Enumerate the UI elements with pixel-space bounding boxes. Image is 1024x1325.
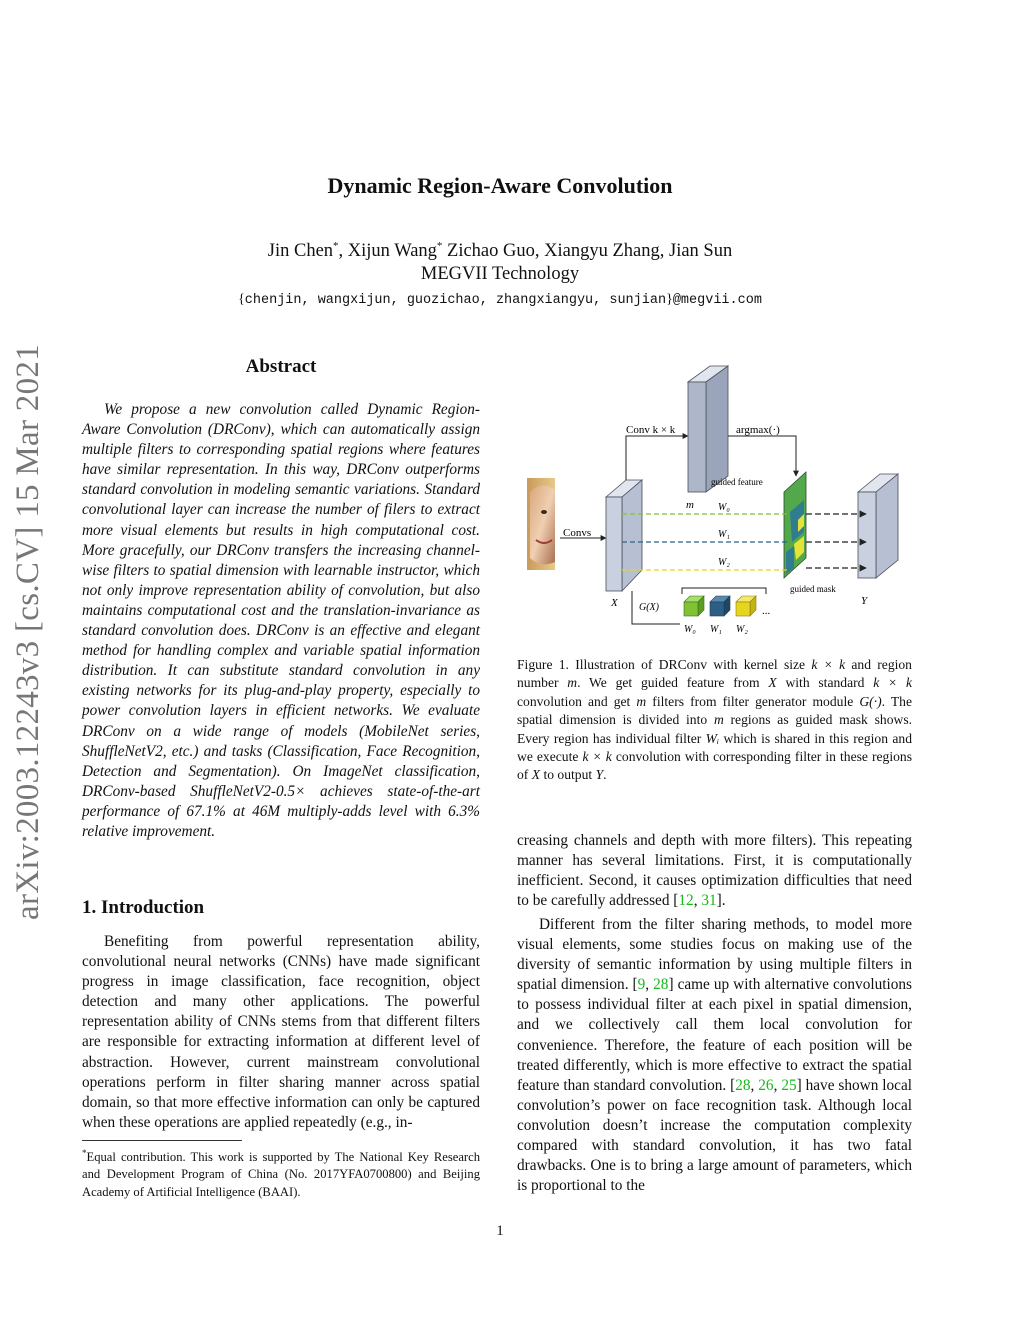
introduction-heading: 1. Introduction xyxy=(82,897,205,918)
w0-route-label: W₀ xyxy=(718,502,730,513)
more-filters-ellipsis: ... xyxy=(762,605,771,617)
citation-link[interactable]: 31 xyxy=(701,892,717,910)
caption-math: X xyxy=(531,767,541,783)
citation-separator: , xyxy=(645,976,654,994)
author-name: Xijun Wang xyxy=(347,241,437,262)
conv-kxk-arrow xyxy=(626,436,688,480)
caption-text: and region number xyxy=(517,657,912,691)
argmax-arrow xyxy=(728,436,796,476)
author-name: Zichao Guo xyxy=(447,241,535,262)
citation-separator: , xyxy=(693,892,702,910)
footnote xyxy=(82,1145,480,1201)
argmax-label: argmax(·) xyxy=(736,424,780,436)
gx-label: G(X) xyxy=(639,602,659,613)
email-brace-open: { xyxy=(238,292,245,307)
equal-contribution-mark: * xyxy=(333,240,339,252)
citation-link[interactable]: 28 xyxy=(735,1076,751,1094)
caption-text: . We get guided feature from xyxy=(577,675,769,691)
page-number: 1 xyxy=(496,1223,504,1239)
caption-math: k × k xyxy=(873,675,912,691)
abstract-text: We propose a new convolution called Dynamic Region-Aware Convolution (DRConv), which can automatically assign multiple filters to corresponding spatial regions where features have similar representation. In this way, DRConv outperforms standard convolution in modeling semantic variations. Standard convolutional layer can increase the number of filers to extract more visual elements but results in high computational cost. More gracefully, our DRConv transfers the increasing channel-wise filters to spatial dimension with learnable instructor, which not only improve representation ability of convolution, but also maintains computational cost and the translation-invariance as standard convolution does. DRConv is an effective and elegant method for handling complex and variable spatial information distribution. It can substitute standard convolution in any existing networks for its plug-and-play property, especially to power convolution layers in efficient networks. We evaluate DRConv on a wide range of models (MobileNet series, ShuffleNetV2, etc.) and tasks (Classification, Face Recognition, Detection and Segmentation). On ImageNet classification, DRConv-based ShuffleNetV2-0.5× achieves state-of-the-art performance of 67.1% at 46M multiply-adds level with 6.3% relative improvement. xyxy=(82,401,480,840)
email-brace-close: } xyxy=(666,292,673,307)
filter-cube-w0 xyxy=(684,596,704,616)
caption-math: k × k xyxy=(811,657,846,672)
paragraph-text: Different from the filter sharing methods, to model more visual elements, some studies focus on making use of the diversity of semantic information by using multiple filters in spatial dimension. [ xyxy=(517,916,912,994)
affiliation: MEGVII Technology xyxy=(420,264,580,284)
caption-text: Figure 1. Illustration of DRConv with kernel size xyxy=(517,657,812,672)
citation-separator: , xyxy=(773,1076,782,1094)
arxiv-watermark: arXiv:2003.12243v3 [cs.CV] 15 Mar 2021 xyxy=(10,344,46,920)
citation-link[interactable]: 12 xyxy=(678,892,694,910)
paper-title: Dynamic Region-Aware Convolution xyxy=(327,173,673,198)
body-paragraph xyxy=(517,915,912,1196)
guided-mask-label: guided mask xyxy=(790,584,836,594)
author-name: Jian Sun xyxy=(669,241,733,262)
body-paragraph xyxy=(517,831,912,911)
w2-route-label: W₂ xyxy=(718,557,730,568)
input-face-photo xyxy=(527,478,555,570)
caption-text: to output xyxy=(540,767,596,783)
caption-text: filters from filter generator module xyxy=(646,693,860,709)
convs-label: Convs xyxy=(563,527,592,539)
citation-link[interactable]: 26 xyxy=(758,1076,774,1094)
equal-contribution-mark: * xyxy=(436,240,443,252)
caption-math: G(·) xyxy=(859,693,882,709)
m-label: m xyxy=(686,499,694,511)
introduction-text: Benefiting from powerful representation ability, convolutional neural networks (CNNs) have made significant progress in image classification, face recognition, object detection and many other applications. The powerful representation ability of CNNs stems from that different filters are responsible for extracting information at different level of abstraction. However, current mainstream convolutional operations perform in filter sharing manner across spatial domain, so that more effective information can only be captured when these operations are applied repeatedly (e.g., in- xyxy=(82,933,480,1131)
paragraph-text: ] came up with alternative convolutions to possess individual filter at each pixel in spatial dimension, and we collectively call them local convolution for convenience. Therefore, the feature of each position will be treated differently, which is more effective to extract the spatial feature than standard convolution. [ xyxy=(517,976,913,1094)
paragraph-text: creasing channels and depth with more filters). This repeating manner has several limitations. First, it is computationally inefficient. Second, it causes optimization difficulties that need to be carefully addressed [ xyxy=(517,832,912,910)
caption-text: . The spatial dimension is divided into xyxy=(517,693,912,728)
author-name: Xiangyu Zhang xyxy=(544,241,660,262)
citation-link[interactable]: 9 xyxy=(637,976,646,994)
caption-math: k × k xyxy=(582,749,612,765)
conv-kxk-label: Conv k × k xyxy=(626,424,676,436)
email-usernames: chenjin, wangxijun, guozichao, zhangxiangyu, sunjian xyxy=(244,293,667,308)
email-domain: @megvii.com xyxy=(672,293,762,308)
figure-caption xyxy=(517,656,912,785)
caption-text: which is shared in this region and we execute xyxy=(517,730,913,765)
footnote-mark: * xyxy=(82,1148,87,1158)
paragraph-text: ] have shown local convolution’s power on face recognition task. Although local convolution doesn’t increase the computation complexity compared with standard convolution, it has two fatal drawbacks. One is to bring a large amount of parameters, which is proportional to the xyxy=(517,1076,912,1195)
caption-math: m xyxy=(567,675,578,691)
drconv-diagram xyxy=(522,362,922,642)
footnote-divider xyxy=(82,1140,242,1141)
filter-cube-w1 xyxy=(710,596,730,616)
w1-cube-label: W₁ xyxy=(710,624,722,635)
y-label: Y xyxy=(861,595,868,607)
caption-text: regions as guided mask shows. Every region has individual filter xyxy=(517,712,913,746)
filter-bracket xyxy=(682,588,766,594)
guided-feature-label: guided feature xyxy=(711,477,763,487)
w0-cube-label: W₀ xyxy=(684,624,696,635)
citation-separator: , xyxy=(750,1076,759,1094)
author-emails xyxy=(0,292,1000,308)
caption-math: Y xyxy=(595,767,604,783)
w1-route-label: W₁ xyxy=(718,529,730,540)
paragraph-text: ]. xyxy=(716,892,726,910)
caption-math: m xyxy=(713,712,724,728)
caption-math: Wᵢ xyxy=(705,730,720,746)
citation-link[interactable]: 25 xyxy=(781,1076,797,1094)
filter-cube-w2 xyxy=(736,596,756,616)
drconv-figure xyxy=(522,362,922,642)
caption-math: X xyxy=(768,675,777,691)
x-label: X xyxy=(611,597,618,609)
w2-cube-label: W₂ xyxy=(736,624,748,635)
author-name: Jin Chen xyxy=(267,241,334,262)
caption-text: . xyxy=(603,767,607,783)
caption-text: with standard xyxy=(776,675,874,691)
caption-text: convolution with corresponding filter in these regions of xyxy=(517,749,913,783)
guided-mask-panel xyxy=(784,472,806,578)
caption-text: convolution and get xyxy=(517,693,637,709)
caption-math: m xyxy=(636,693,647,709)
footnote-text: Equal contribution. This work is supported by The National Key Research and Development Program of China (No. 2017YFA0700800) and Beijing Academy of Artificial Intelligence (BAAI). xyxy=(82,1150,480,1199)
citation-link[interactable]: 28 xyxy=(653,976,669,994)
abstract-heading: Abstract xyxy=(245,356,317,377)
x-feature-panel xyxy=(606,480,642,591)
guided-feature-panel xyxy=(688,366,728,492)
y-output-panel xyxy=(858,474,898,578)
author-list: Jin Chen*, Xijun Wang* Zichao Guo, Xiangyu Zhang, Jian Sun xyxy=(267,240,733,262)
